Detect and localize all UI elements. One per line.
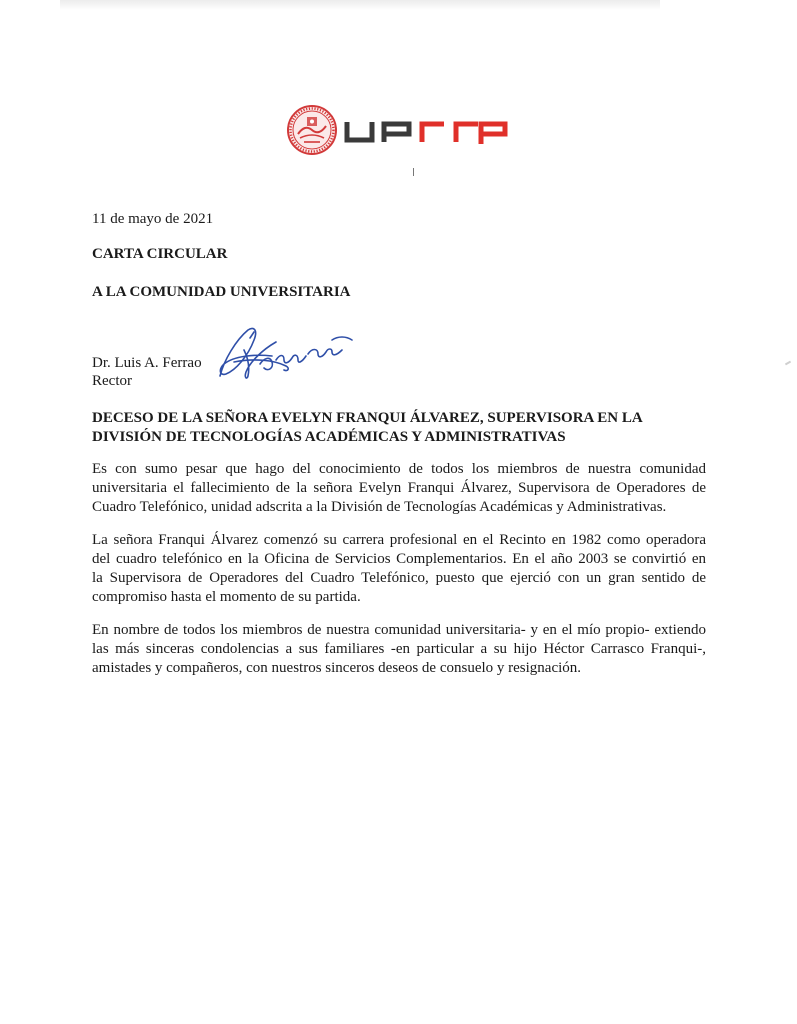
paragraph-line: del cuadro telefónico en la Oficina de Servicios Complementarios. En el año 2003 se convirtió en [92, 551, 706, 567]
paragraph-line: amistades y compañeros, con nuestros sinceros deseos de consuelo y resignación. [92, 660, 582, 676]
signer-role: Rector [92, 373, 132, 389]
paragraph-line: compromiso hasta el momento de su partida. [92, 589, 361, 605]
paragraph-line: Cuadro Telefónico, unidad adscrita a la División de Tecnologías Académicas y Administrativas. [92, 499, 667, 515]
body-paragraph [92, 621, 706, 678]
letter-audience: A LA COMUNIDAD UNIVERSITARIA [92, 284, 351, 300]
paragraph-line: En nombre de todos los miembros de nuestra comunidad universitaria- y en el mío propio- extiendo [92, 622, 706, 638]
paragraph-line: universitaria el fallecimiento de la señora Evelyn Franqui Álvarez, Supervisora de Operadores de [92, 480, 706, 496]
letterhead [286, 104, 516, 160]
letter-date: 11 de mayo de 2021 [92, 211, 214, 227]
paragraph-line: La señora Franqui Álvarez comenzó su carrera profesional en el Recinto en 1982 como operadora [92, 532, 706, 548]
paragraph-line: la Supervisora de Operadores del Cuadro Telefónico, puesto que ejerció con un gran sentido de [92, 570, 706, 586]
signer-name: Dr. Luis A. Ferrao [92, 355, 202, 371]
handwritten-signature [214, 320, 364, 388]
uprrp-wordmark-logo [344, 118, 508, 144]
paragraph-line: Es con sumo pesar que hago del conocimiento de todos los miembros de nuestra comunidad [92, 461, 706, 477]
scan-mark [785, 361, 791, 366]
paragraph-line: las más sinceras condolencias a sus familiares -en particular a su hijo Héctor Carrasco Franqui-, [92, 641, 706, 657]
subject-line: DIVISIÓN DE TECNOLOGÍAS ACADÉMICAS Y ADMINISTRATIVAS [92, 429, 566, 445]
letter-subject [92, 409, 704, 447]
scan-mark [413, 168, 414, 176]
university-seal-logo [286, 104, 338, 156]
scan-artifact [60, 0, 660, 10]
body-paragraph [92, 460, 706, 517]
letter-title: CARTA CIRCULAR [92, 246, 228, 262]
body-paragraph [92, 531, 706, 607]
subject-line: DECESO DE LA SEÑORA EVELYN FRANQUI ÁLVAREZ, SUPERVISORA EN LA [92, 410, 643, 426]
